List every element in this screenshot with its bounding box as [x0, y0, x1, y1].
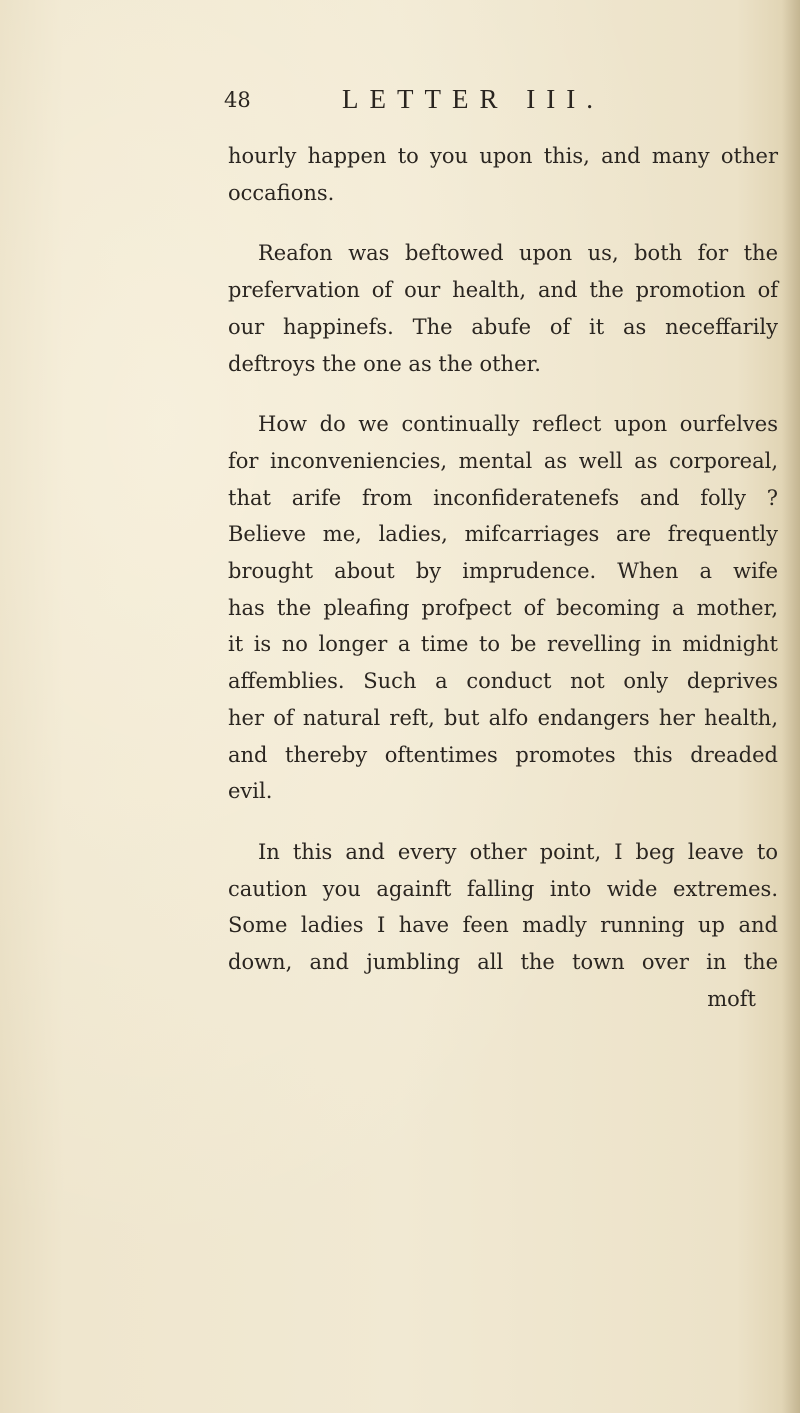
text-line: Some ladies I have feen madly running up and [228, 913, 778, 938]
catchword: moft [707, 986, 756, 1011]
text-line: hourly happen to you upon this, and many other [228, 144, 778, 168]
paragraph-4 [228, 834, 778, 1018]
page-number: 48 [224, 88, 251, 112]
body-text [228, 138, 778, 1017]
text-line: it is no longer a time to be revelling in midnight [228, 632, 778, 657]
text-line: occafions. [228, 180, 335, 205]
text-line: brought about by imprudence. When a wife [228, 559, 778, 584]
paragraph-1 [228, 138, 778, 211]
text-line: Believe me, ladies, mifcarriages are frequently [228, 522, 778, 547]
paragraph-2 [228, 235, 778, 382]
text-line: that arife from inconfideratenefs and folly ? [228, 485, 778, 510]
text-line: caution you againft falling into wide extremes. [228, 876, 778, 901]
text-line: Reafon was beftowed upon us, both for the [258, 241, 778, 266]
letter-heading: LETTER III. [342, 84, 604, 114]
text-line: and thereby oftentimes promotes this dreaded [228, 742, 778, 767]
text-line: her of natural reft, but alfo endangers her health, [228, 705, 778, 730]
text-line: down, and jumbling all the town over in the [228, 950, 778, 975]
paragraph-3 [228, 406, 778, 810]
text-line: prefervation of our health, and the promotion of [228, 278, 778, 303]
text-line: evil. [228, 779, 273, 804]
running-head [224, 84, 664, 120]
text-line: In this and every other point, I beg leave to [258, 839, 778, 864]
text-line: affemblies. Such a conduct not only deprives [228, 669, 778, 694]
text-line: How do we continually reflect upon ourfelves [258, 412, 778, 437]
text-line: deftroys the one as the other. [228, 351, 541, 376]
text-line: for inconveniencies, mental as well as corporeal, [228, 448, 778, 473]
page-edge-shadow [782, 0, 800, 1413]
text-line: our happinefs. The abufe of it as neceffarily [228, 314, 778, 339]
text-line: has the pleafing profpect of becoming a mother, [228, 595, 778, 620]
